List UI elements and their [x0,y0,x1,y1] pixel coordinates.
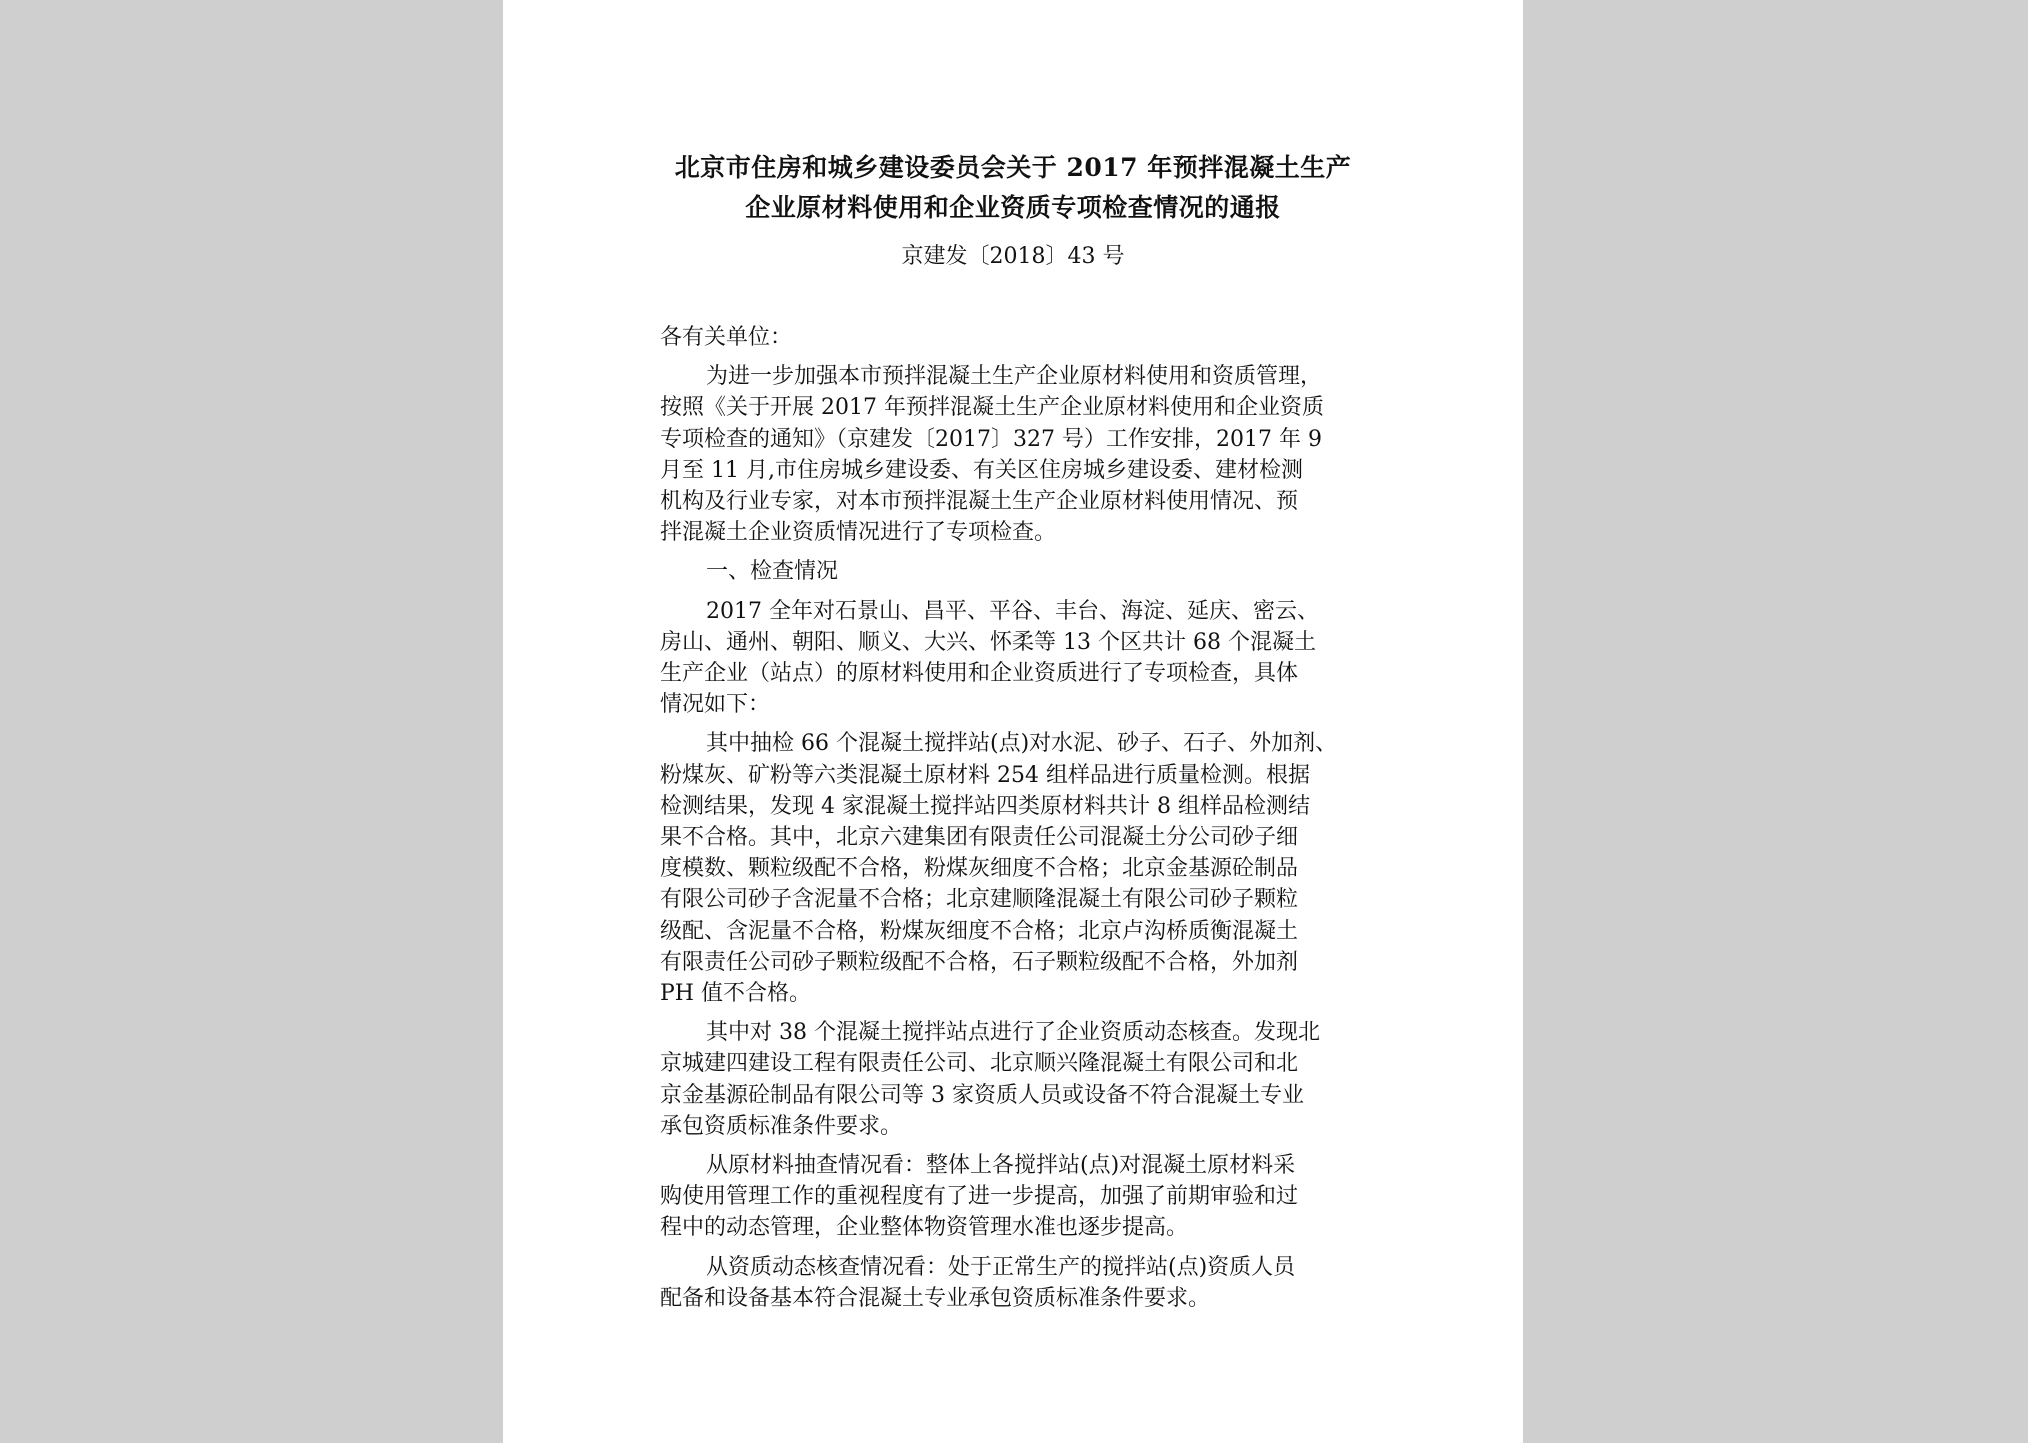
text-line: 拌混凝土企业资质情况进行了专项检查。 [660,520,1057,546]
text-line: 配备和设备基本符合混凝土专业承包资质标准条件要求。 [660,1285,1211,1311]
text-line: 有限责任公司砂子颗粒级配不合格，石子颗粒级配不合格，外加剂 [660,949,1299,975]
text-line: 为进一步加强本市预拌混凝土生产企业原材料使用和资质管理， [706,364,1323,390]
document-number: 京建发〔2018〕43 号 [901,244,1125,269]
text-line: 生产企业（站点）的原材料使用和企业资质进行了专项检查，具体 [660,661,1299,687]
text-line: 检测结果，发现 4 家混凝土搅拌站四类原材料共计 8 组样品检测结 [660,793,1310,819]
text-line: 度模数、颗粒级配不合格，粉煤灰细度不合格；北京金基源砼制品 [660,856,1299,882]
text-line: 其中对 38 个混凝土搅拌站点进行了企业资质动态核查。发现北 [706,1020,1320,1046]
text-line: 月至 11 月,市住房城乡建设委、有关区住房城乡建设委、建材检测 [660,457,1303,483]
text-line: 其中抽检 66 个混凝土搅拌站(点)对水泥、砂子、石子、外加剂、 [706,731,1338,757]
document-body [660,322,1390,1322]
text-line: 果不合格。其中，北京六建集团有限责任公司混凝土分公司砂子细 [660,825,1299,851]
text-line: 从资质动态核查情况看：处于正常生产的搅拌站(点)资质人员 [706,1254,1296,1280]
text-line: 按照《关于开展 2017 年预拌混凝土生产企业原材料使用和企业资质 [660,395,1324,421]
title-line: 企业原材料使用和企业资质专项检查情况的通报 [745,193,1281,222]
document-title [503,148,1523,228]
text-line: 京金基源砼制品有限公司等 3 家资质人员或设备不符合混凝土专业 [660,1082,1304,1108]
text-line: 从原材料抽查情况看：整体上各搅拌站(点)对混凝土原材料采 [706,1153,1296,1179]
paragraph-qualification-findings [660,1252,1390,1314]
paragraph-intro [660,361,1390,548]
paragraph-material-findings [660,1150,1390,1244]
text-line: 专项检查的通知》（京建发〔2017〕327 号）工作安排，2017 年 9 [660,426,1322,452]
text-line: 房山、通州、朝阳、顺义、大兴、怀柔等 13 个区共计 68 个混凝土 [660,629,1316,655]
document-page [503,0,1523,1443]
text-line: 京城建四建设工程有限责任公司、北京顺兴隆混凝土有限公司和北 [660,1051,1299,1077]
paragraph-overview [660,596,1390,721]
text-line: 有限公司砂子含泥量不合格；北京建顺隆混凝土有限公司砂子颗粒 [660,887,1299,913]
text-line: 粉煤灰、矿粉等六类混凝土原材料 254 组样品进行质量检测。根据 [660,762,1310,788]
text-line: PH 值不合格。 [660,981,811,1007]
text-line: 承包资质标准条件要求。 [660,1113,903,1139]
text-line: 级配、含泥量不合格，粉煤灰细度不合格；北京卢沟桥质衡混凝土 [660,918,1299,944]
text-line: 情况如下： [660,692,771,718]
text-line: 程中的动态管理，企业整体物资管理水准也逐步提高。 [660,1215,1189,1241]
text-line: 购使用管理工作的重视程度有了进一步提高，加强了前期审验和过 [660,1184,1299,1210]
section-heading: 一、检查情况 [706,559,839,585]
salutation: 各有关单位： [660,325,793,350]
title-line: 北京市住房和城乡建设委员会关于 2017 年预拌混凝土生产 [674,153,1352,182]
paragraph-sampling [660,728,1390,1009]
text-line: 机构及行业专家，对本市预拌混凝土生产企业原材料使用情况、预 [660,489,1299,515]
paragraph-qualification [660,1017,1390,1142]
text-line: 2017 全年对石景山、昌平、平谷、丰台、海淀、延庆、密云、 [706,598,1319,624]
